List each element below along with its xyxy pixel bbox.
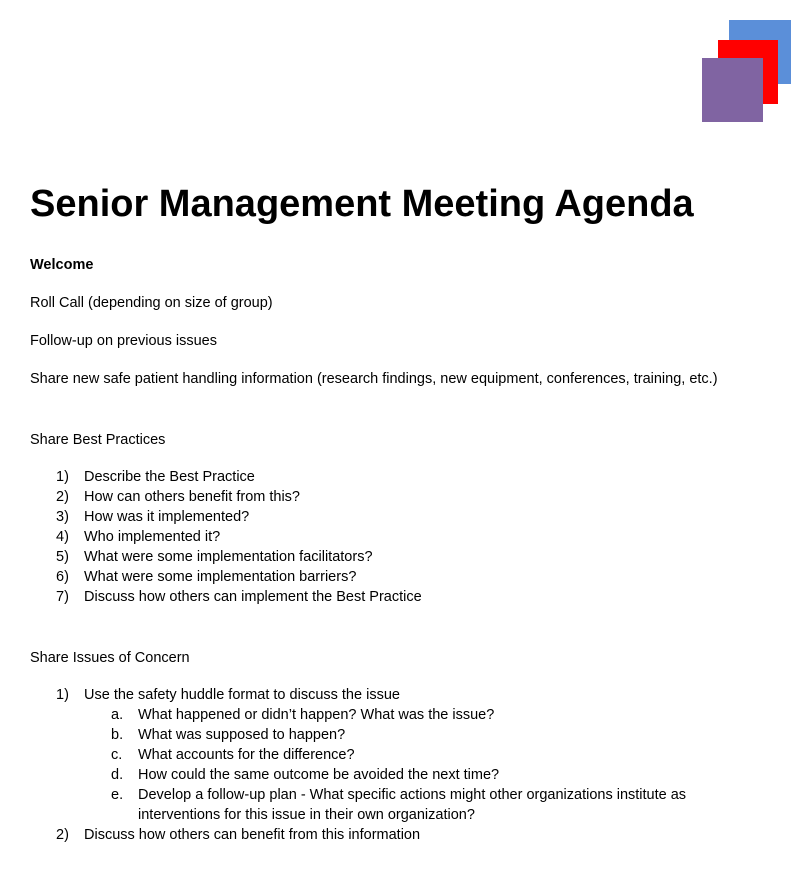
sub-list-text: What happened or didn’t happen? What was the issue? [138,707,495,723]
list-text: What were some implementation barriers? [84,569,357,585]
sub-list-letter: c. [111,747,123,763]
sub-list-letter: b. [111,727,124,743]
list-number: 4) [56,529,69,545]
list-number: 5) [56,549,69,565]
list-number: 6) [56,569,69,585]
sub-list-text: What accounts for the difference? [138,747,355,763]
list-text: What were some implementation facilitators? [84,549,373,565]
sub-list-text: Develop a follow-up plan - What specific actions might other organizations institute as interventions for this issue in their own organization? [138,787,687,823]
list-text: How was it implemented? [84,509,250,525]
list-text: Discuss how others can benefit from this information [84,827,421,843]
list-text: Who implemented it? [84,529,221,545]
list-number: 2) [56,827,69,843]
list-text: How can others benefit from this? [84,489,300,505]
roll-call-text: Roll Call (depending on size of group) [30,295,273,311]
list-text: Describe the Best Practice [84,469,255,485]
welcome-heading: Welcome [30,257,94,273]
sub-list-text: How could the same outcome be avoided the next time? [138,767,500,783]
sub-list-letter: e. [111,787,124,803]
best-practices-heading: Share Best Practices [30,432,166,448]
issues-heading: Share Issues of Concern [30,650,190,666]
sub-list-letter: a. [111,707,124,723]
share-info-text: Share new safe patient handling information (research findings, new equipment, conferences, training, etc.) [30,371,718,387]
logo-square-purple [702,58,763,122]
list-number: 3) [56,509,69,525]
list-text: Discuss how others can implement the Best Practice [84,589,422,605]
list-number: 7) [56,589,69,605]
list-number: 1) [56,687,69,703]
list-number: 2) [56,489,69,505]
sub-list-letter: d. [111,767,124,783]
stacked-squares-logo [0,0,797,130]
page-title: Senior Management Meeting Agenda [30,183,694,225]
sub-list-text: What was supposed to happen? [138,727,346,743]
list-number: 1) [56,469,69,485]
follow-up-text: Follow-up on previous issues [30,333,217,349]
list-text: Use the safety huddle format to discuss the issue [84,687,400,703]
